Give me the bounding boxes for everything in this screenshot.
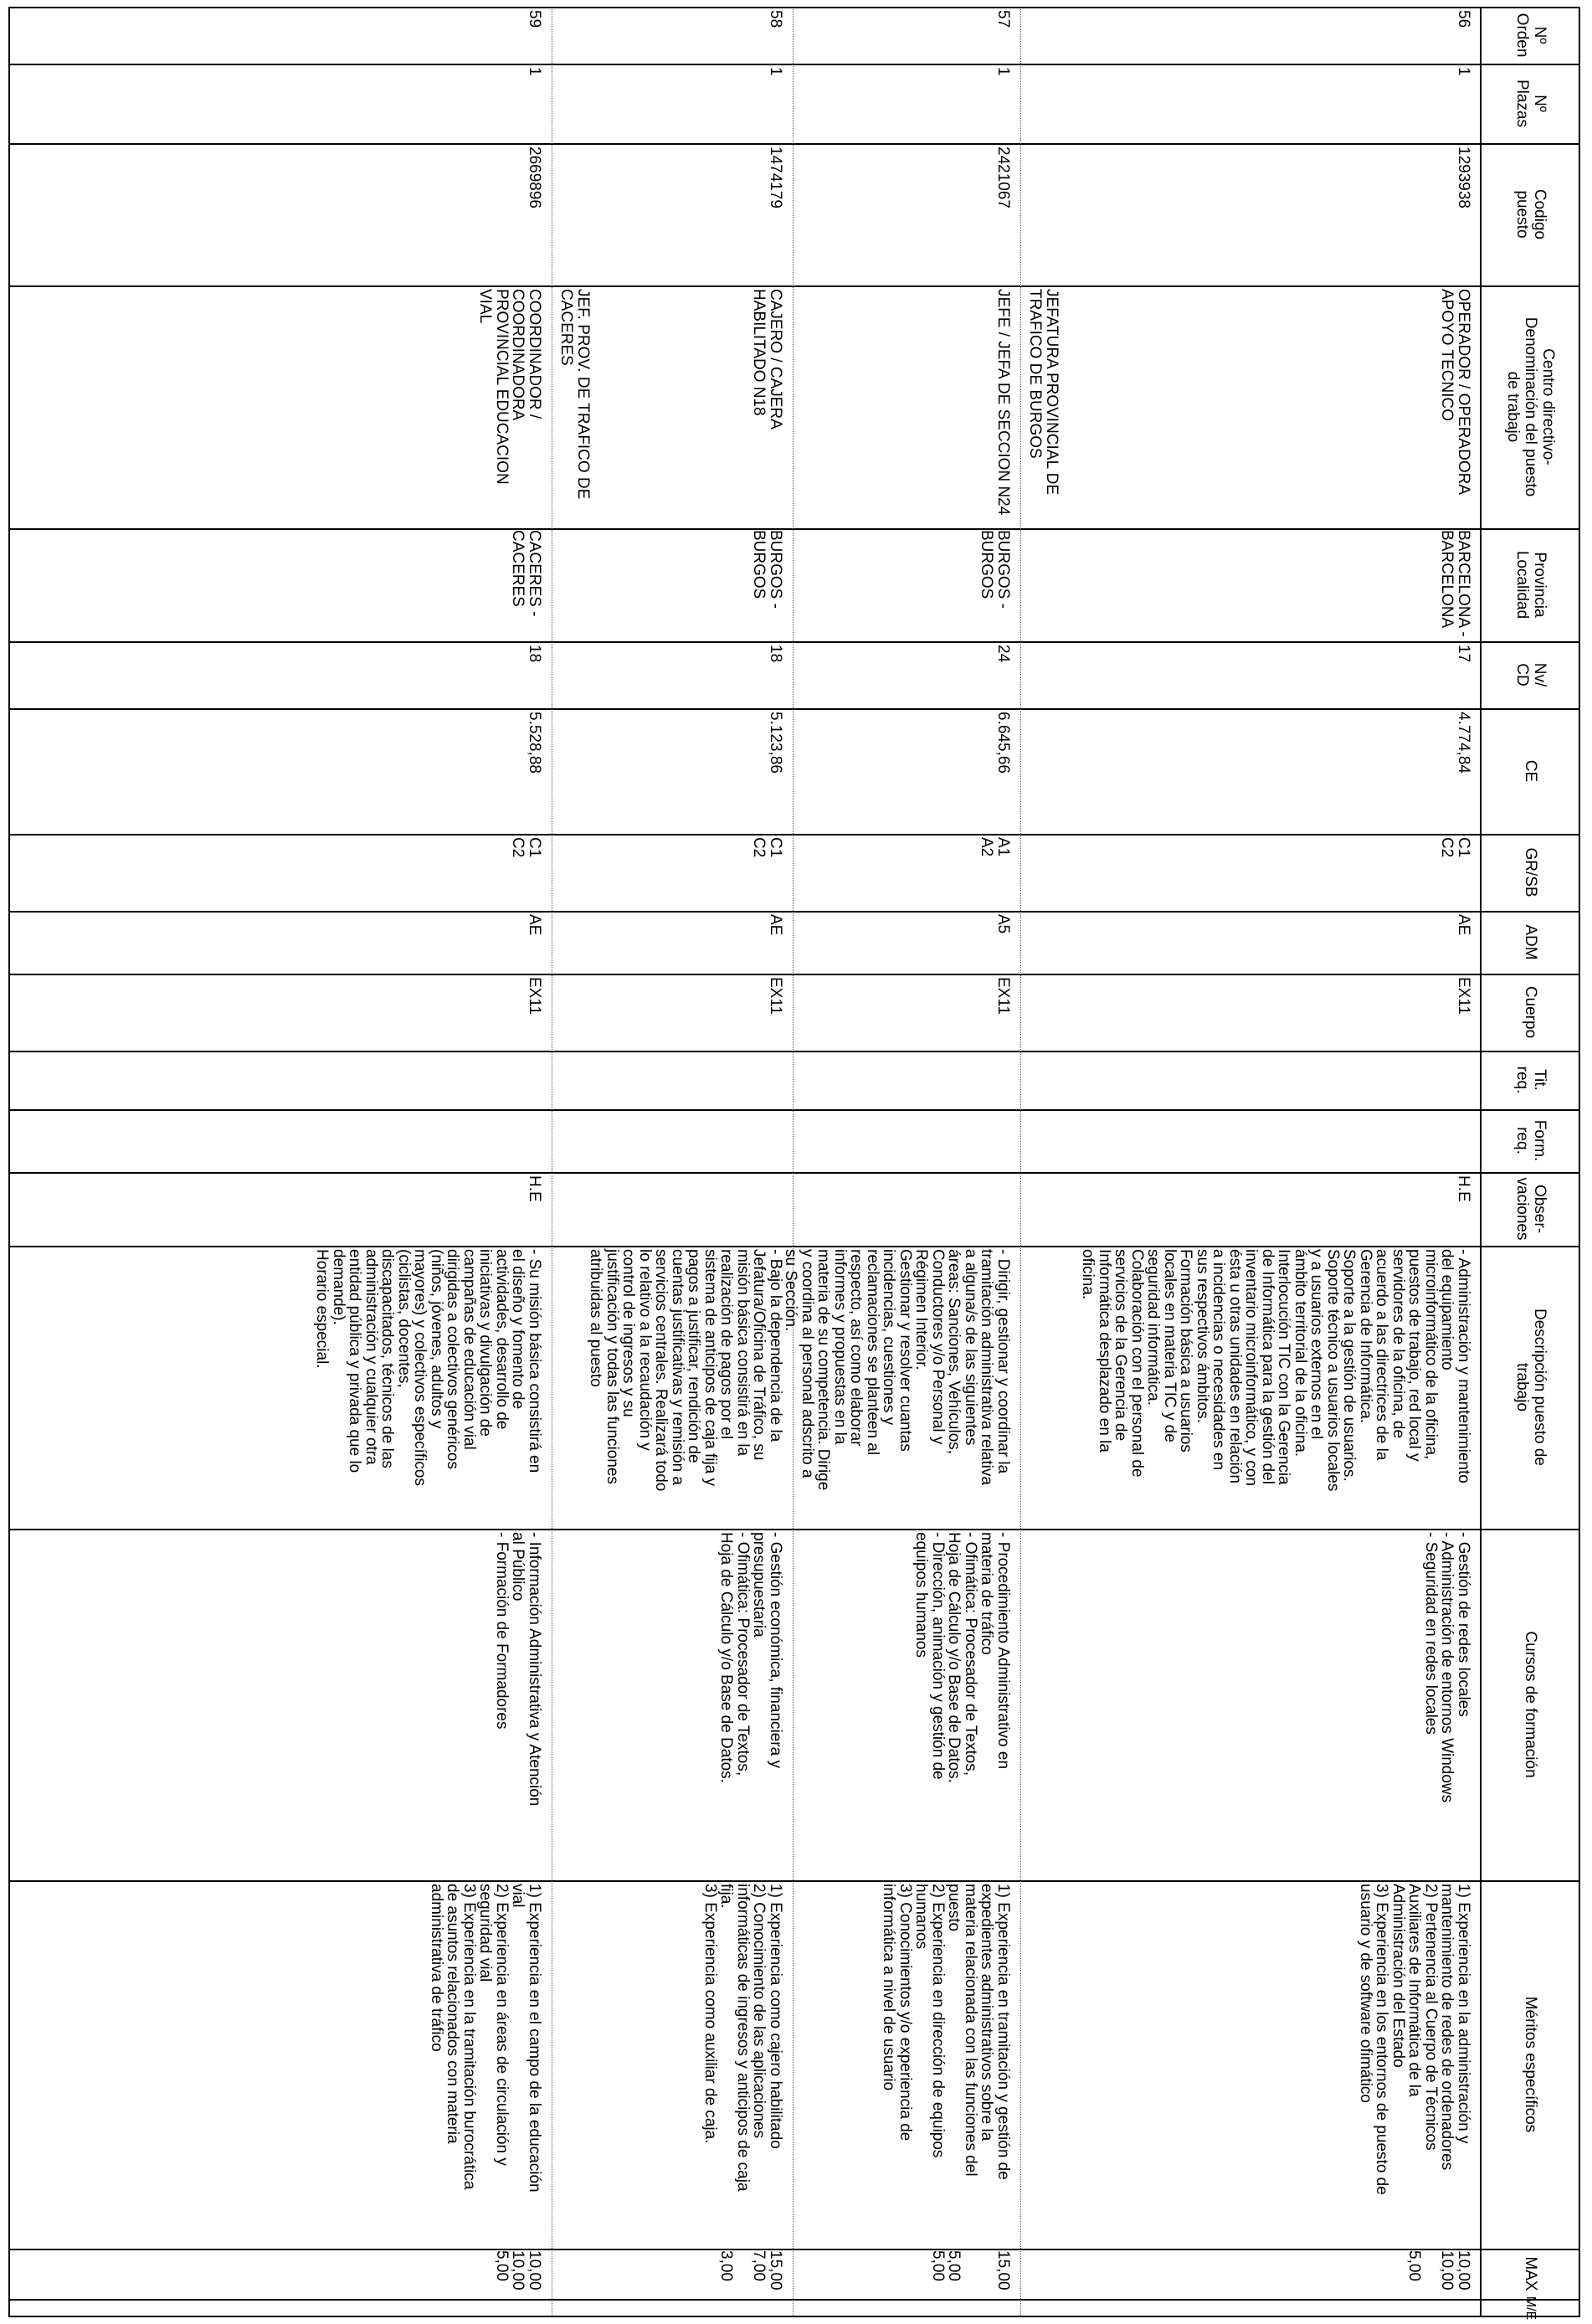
header-cuerpo-text: Cuerpo bbox=[1522, 985, 1540, 1039]
row58-ce: 5.123,86 bbox=[767, 712, 784, 774]
header-tit bbox=[1482, 1051, 1580, 1109]
column-divider bbox=[8, 641, 1580, 643]
header-form-text: Form. req. bbox=[1513, 1119, 1548, 1162]
row56-cuerpo: EX11 bbox=[1455, 977, 1472, 1015]
header-form bbox=[1482, 1109, 1580, 1172]
row56-plazas: 1 bbox=[1455, 67, 1472, 76]
row57-cursos: - Procedimiento Administrativo en materia de tráfico - Ofimática: Procesador de Textos, Hoja de Cálculo y/o Base de Datos. - Dirección, animación y gestión de equipos humanos bbox=[912, 1532, 1012, 1783]
header-codigo-text: Codigo puesto bbox=[1513, 188, 1548, 240]
column-divider bbox=[8, 974, 1580, 975]
header-plazas-text: Nº Plazas bbox=[1513, 79, 1548, 128]
row56-centro: OPERADOR / OPERADORA APOYO TECNICO bbox=[1438, 289, 1472, 495]
header-obs-text: Obser- vaciones bbox=[1513, 1177, 1548, 1241]
row59-max: 10,00 10,00 5,00 bbox=[493, 2250, 543, 2291]
row58-cuerpo: EX11 bbox=[767, 977, 784, 1015]
header-nivel-text: Nv/ CD bbox=[1513, 662, 1548, 687]
header-max bbox=[1482, 2249, 1580, 2299]
row56-grsb: C1 C2 bbox=[1438, 837, 1472, 858]
column-divider bbox=[8, 2299, 1580, 2301]
row59-nivel: 18 bbox=[526, 645, 543, 663]
row57-max: 15,00 5,00 5,00 bbox=[929, 2250, 1012, 2291]
row58-meritos: 1) Experiencia como cajero habilitado 2) Conocimiento de las aplicaciones informáticas de ingresos y anticipos de caja fija. 3) Experiencia como auxiliar de caja. bbox=[701, 1884, 784, 2192]
row57-provincia: BURGOS - BURGOS bbox=[978, 530, 1012, 609]
row59-codigo: 2669896 bbox=[526, 147, 543, 208]
table-frame bbox=[8, 7, 1580, 2317]
column-divider bbox=[8, 1529, 1580, 1530]
header-me bbox=[1482, 2296, 1580, 2321]
header-tit-text: Tit. req. bbox=[1513, 1066, 1548, 1094]
column-divider bbox=[8, 1880, 1580, 1882]
row56-cursos: - Gestión de redes locales - Administración de entornos Windows - Seguridad en redes locales bbox=[1422, 1532, 1472, 1803]
row59-grsb: C1 C2 bbox=[509, 837, 543, 858]
row58-provincia: BURGOS - BURGOS bbox=[750, 530, 784, 609]
header-grsb bbox=[1482, 834, 1580, 911]
row58-orden: 58 bbox=[767, 10, 784, 28]
row58-descripcion: - Bajo la dependencia de la Jefatura/Oficina de Tráfico, su misión básica consistirá en la realización de pagos por el sistema de anticipos de caja fija y pagos a justificar, rendición de cuentas justificativas y remisión a servicios centrales. Realizará todo lo relativo a la recaudación y control de ingresos y su justificación y todas las funciones atribuidas al puesto bbox=[587, 1249, 784, 1492]
row59-cuerpo: EX11 bbox=[526, 977, 543, 1015]
row58-grsb: C1 C2 bbox=[750, 837, 784, 858]
row56-descripcion: - Administración y mantenimiento del equipamiento microinformático de la oficina, puestos de trabajo, red local y servidores de la oficina, de acuerdo a las directrices de la Gerencia de Informática. Soporte a la gestión de usuarios. Soporte técnico a usuarios locales y a usuarios externos en el ámbito territorial de la oficina. Interlocución TIC con la Gerencia de Informática para la gestión del inventario microinformático, y con ésta u otras unidades en relación a incidencias o necesidades en sus respectivos ámbitos. Formación básica a usuarios locales en materia TIC y de seguridad informática. Colaboración con el personal de servicios de la Gerencia de Informática desplazado en la oficina. bbox=[1079, 1249, 1472, 1492]
header-adm bbox=[1482, 911, 1580, 974]
row57-plazas: 1 bbox=[994, 67, 1012, 76]
row59-adm: AE bbox=[526, 914, 543, 936]
header-provincia-text: Provincia Localidad bbox=[1513, 550, 1548, 620]
row56-orden: 56 bbox=[1455, 10, 1472, 28]
header-obs bbox=[1482, 1172, 1580, 1246]
row56-adm: AE bbox=[1455, 914, 1472, 936]
header-meritos-text: Méritos específicos bbox=[1522, 1996, 1540, 2133]
column-divider bbox=[8, 143, 1580, 145]
rotated-table bbox=[8, 7, 1580, 2321]
row57-orden: 57 bbox=[994, 10, 1012, 28]
row59-centro: COORDINADOR / COORDINADORA PROVINCIAL EDUCACION VIAL bbox=[476, 289, 543, 485]
header-adm-text: ADM bbox=[1522, 924, 1540, 960]
header-centro-text: Centro directivo- Denominación del puesto de trabajo bbox=[1504, 316, 1558, 497]
row56-meritos: 1) Experiencia en la administración y mantenimiento de redes de ordenadores 2) Pertenencia al Cuerpo de Técnicos Auxiliares de Informática de la Administración del Estado 3) Experiencia en los entornos de puesto de usuario y de software ofimático bbox=[1357, 1884, 1472, 2195]
row57-ce: 6.645,66 bbox=[994, 712, 1012, 774]
row59-orden: 59 bbox=[526, 10, 543, 28]
row59-ce: 5.528,88 bbox=[526, 712, 543, 774]
row58-cursos: - Gestión económica, financiera y presupuestaria - Ofimática: Procesador de Textos, Hoja de Cálculo y/o Base de Datos. bbox=[717, 1532, 784, 1783]
row59-obs: H.E bbox=[526, 1175, 543, 1202]
row56-codigo: 1293938 bbox=[1455, 147, 1472, 208]
header-orden bbox=[1482, 7, 1580, 64]
row59-meritos: 1) Experiencia en el campo de la educación vial 2) Experiencia en áreas de circulación y seguridad vial 3) Experiencia en la tramitación burocrática de asuntos relacionados con materia administrativa de tráfico bbox=[428, 1884, 543, 2193]
header-plazas bbox=[1482, 64, 1580, 143]
column-divider bbox=[8, 1109, 1580, 1111]
row56-ce: 4.774,84 bbox=[1455, 712, 1472, 774]
row56-nivel: 17 bbox=[1455, 645, 1472, 663]
row57-nivel: 24 bbox=[994, 645, 1012, 663]
column-divider bbox=[8, 834, 1580, 836]
row57-codigo: 2421067 bbox=[994, 147, 1012, 208]
row57-grsb: A1 A2 bbox=[978, 837, 1012, 857]
column-divider bbox=[8, 911, 1580, 913]
column-divider bbox=[8, 64, 1580, 65]
row58-centro: CAJERO / CAJERA HABILITADO N18 bbox=[750, 289, 784, 429]
header-max-text: MAX bbox=[1522, 2256, 1540, 2291]
row57-centro: JEFE / JEFA DE SECCION N24 bbox=[994, 289, 1012, 516]
row59-descripcion: - Su misión básica consistirá en el diseño y fomento de actividades, desarrollo de iniciativas y divulgación de campañas de educación vial dirigidas a colectivos genéricos (niños, jóvenes, adultos y mayores) y colectivos específicos (ciclistas, docentes, discapacitados, técnicos de las administración y cualquier otra entidad pública y privada que lo demande). Horario especial. bbox=[313, 1249, 543, 1486]
column-divider bbox=[8, 2249, 1580, 2250]
row-separator bbox=[1020, 7, 1021, 2317]
header-nivel bbox=[1482, 641, 1580, 708]
header-codigo bbox=[1482, 143, 1580, 285]
row59-centro-heading: JEF. PROV. DE TRAFICO DE CACERES bbox=[557, 289, 592, 500]
row57-descripcion: - Dirigir, gestionar y coordinar la tramitación administrativa relativa a alguna/s de las siguientes áreas: Sanciones, Vehículos, Conductores y/o Personal y Régimen Interior. Gestionar y resolver cuantas incidencias, cuestiones y reclamaciones se planteen al respecto, así como elaborar informes y propuestas en la materia de su competencia. Dirige y coordina al personal adscrito a su Sección. bbox=[782, 1249, 1012, 1491]
row57-meritos: 1) Experiencia en tramitación y gestión de expedientes administrativos sobre la materia relacionada con las funciones del puesto 2) Experiencia en dirección de equipos humanos 3) Conocimientos y/o experiencia de informática a nivel de usuario bbox=[880, 1884, 1012, 2180]
header-descripcion-text: Descripción puesto de trabajo bbox=[1513, 1309, 1548, 1466]
header-me-text: M/E bbox=[1523, 2296, 1538, 2321]
row57-cuerpo: EX11 bbox=[994, 977, 1012, 1015]
row58-nivel: 18 bbox=[767, 645, 784, 663]
header-meritos bbox=[1482, 1880, 1580, 2249]
row59-plazas: 1 bbox=[526, 67, 543, 76]
row57-centro-heading: JEFATURA PROVINCIAL DE TRAFICO DE BURGOS bbox=[1026, 289, 1060, 495]
column-divider bbox=[8, 285, 1580, 287]
header-ce bbox=[1482, 708, 1580, 834]
row57-adm: A5 bbox=[994, 914, 1012, 934]
header-cursos bbox=[1482, 1529, 1580, 1880]
header-provincia bbox=[1482, 528, 1580, 641]
row56-obs: H.E bbox=[1455, 1175, 1472, 1202]
row58-adm: AE bbox=[767, 914, 784, 936]
header-cuerpo bbox=[1482, 974, 1580, 1051]
row59-provincia: CACERES - CACERES bbox=[509, 530, 543, 617]
header-descripcion bbox=[1482, 1246, 1580, 1529]
header-orden-text: Nº Orden bbox=[1513, 13, 1548, 58]
column-divider bbox=[8, 1172, 1580, 1174]
row56-max: 10,00 10,00 5,00 bbox=[1405, 2250, 1472, 2291]
header-grsb-text: GR/SB bbox=[1522, 847, 1540, 897]
row58-codigo: 1474179 bbox=[767, 147, 784, 208]
column-divider bbox=[8, 1051, 1580, 1052]
table-header-row bbox=[1480, 7, 1580, 2321]
header-ce-text: CE bbox=[1522, 759, 1540, 783]
row56-provincia: BARCELONA - BARCELONA bbox=[1438, 530, 1472, 637]
row58-max: 15,00 7,00 3,00 bbox=[717, 2250, 784, 2291]
row58-plazas: 1 bbox=[767, 67, 784, 76]
header-centro bbox=[1482, 285, 1580, 528]
header-cursos-text: Cursos de formación bbox=[1522, 1631, 1540, 1778]
column-divider bbox=[8, 708, 1580, 710]
row59-cursos: - Información Administrativa y Atención al Público - Formación de Formadores bbox=[493, 1532, 543, 1807]
column-divider bbox=[8, 528, 1580, 530]
